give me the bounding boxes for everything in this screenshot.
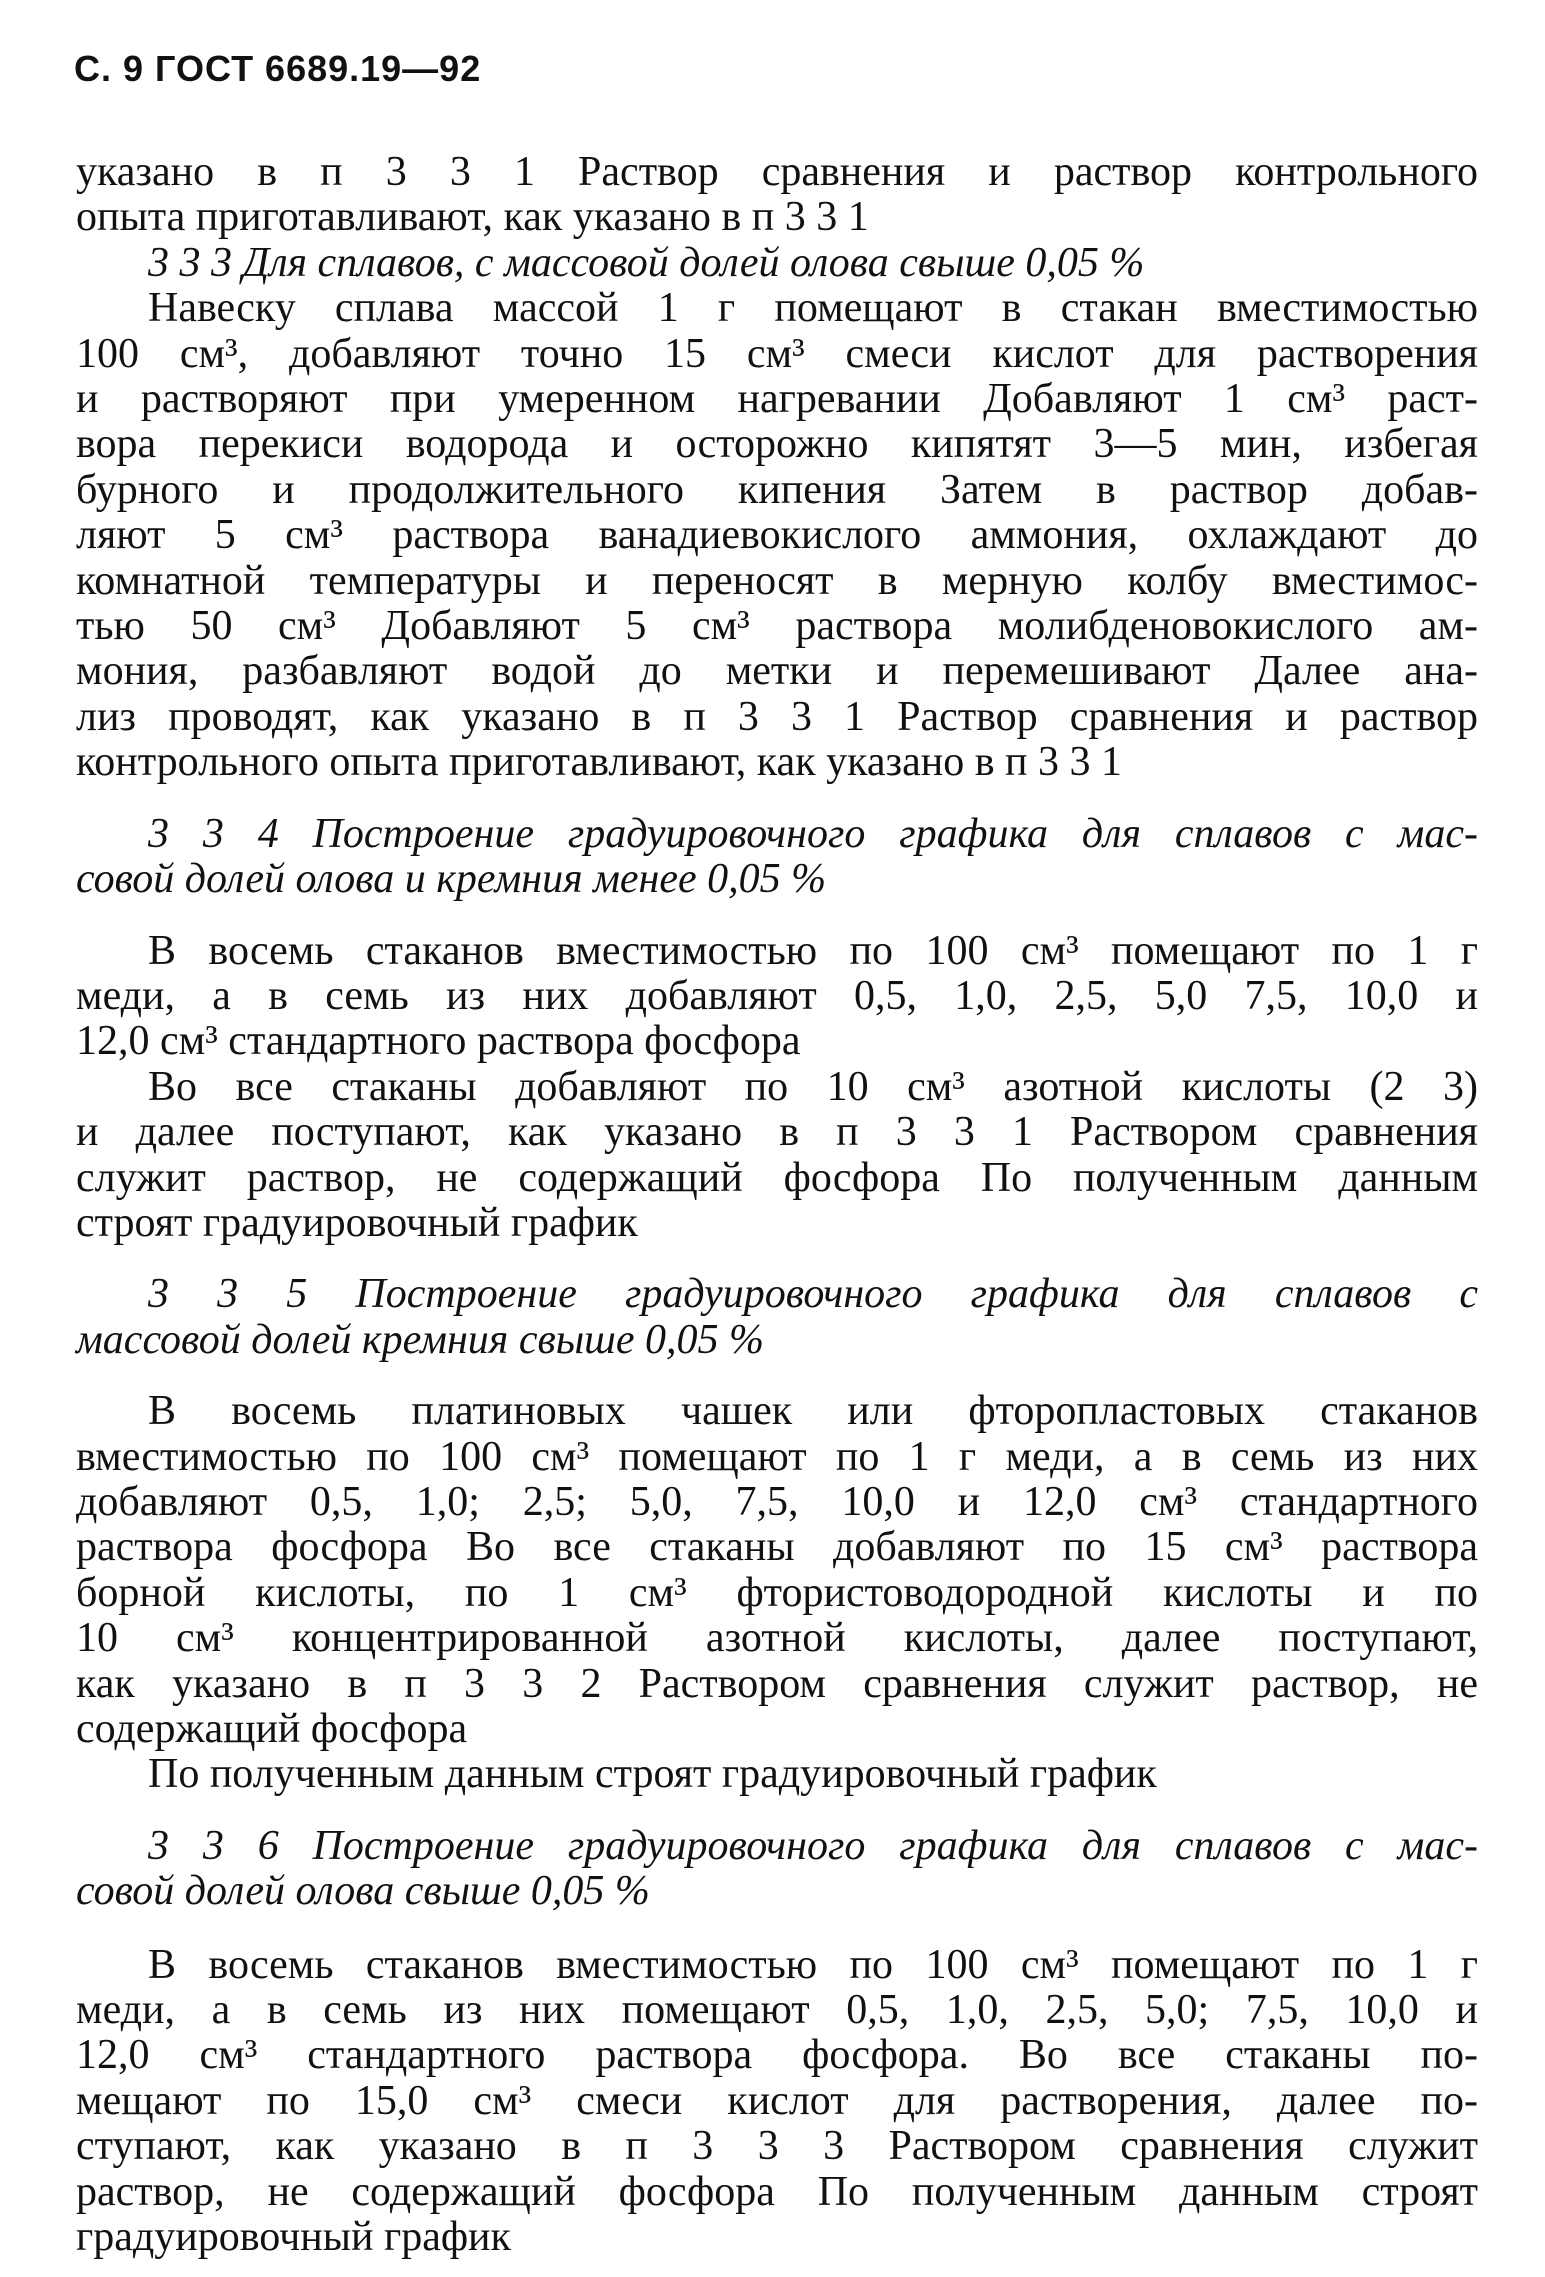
- text-line: мония, разбавляют водой до метки и перемешивают Далее ана-: [76, 648, 1478, 695]
- page-header: С. 9 ГОСТ 6689.19—92: [74, 48, 482, 89]
- paragraph: [76, 150, 1478, 241]
- section-heading: [76, 241, 1478, 286]
- text-line: раствора фосфора Во все стаканы добавляют по 15 см³ раствора: [76, 1524, 1478, 1571]
- paragraph: [76, 1389, 1478, 1752]
- text-line: меди, а в семь из них помещают 0,5, 1,0, 2,5, 5,0; 7,5, 10,0 и: [76, 1987, 1478, 2034]
- text-line: как указано в п 3 3 2 Раствором сравнения служит раствор, не: [76, 1660, 1478, 1707]
- section-heading: [76, 812, 1478, 903]
- document-body: [76, 150, 1478, 2260]
- text-line: В восемь стаканов вместимостью по 100 см³ помещают по 1 г: [148, 1941, 1478, 1988]
- text-line: вместимостью по 100 см³ помещают по 1 г меди, а в семь из них: [76, 1433, 1478, 1480]
- text-line: тью 50 см³ Добавляют 5 см³ раствора молибденовокислого ам-: [76, 603, 1478, 650]
- text-line: В восемь платиновых чашек или фторопластовых стаканов: [148, 1388, 1478, 1435]
- text-line: 12,0 см³ стандартного раствора фосфора. Во все стаканы по-: [76, 2032, 1478, 2079]
- text-line: 10 см³ концентрированной азотной кислоты, далее поступают,: [76, 1615, 1478, 1662]
- text-line: По полученным данным строят градуировочный график: [148, 1751, 1157, 1798]
- text-line: служит раствор, не содержащий фосфора По полученным данным: [76, 1154, 1478, 1201]
- text-line: контрольного опыта приготавливают, как указано в п 3 3 1: [76, 739, 1123, 786]
- text-line: 3 3 6 Построение градуировочного графика для сплавов с мас-: [148, 1822, 1478, 1869]
- text-line: ступают, как указано в п 3 3 3 Раствором сравнения служит: [76, 2123, 1478, 2170]
- text-line: и далее поступают, как указано в п 3 3 1 Раствором сравнения: [76, 1109, 1478, 1156]
- text-line: 12,0 см³ стандартного раствора фосфора: [76, 1018, 801, 1065]
- paragraph: [76, 286, 1478, 785]
- text-line: содержащий фосфора: [76, 1706, 468, 1752]
- text-line: борной кислоты, по 1 см³ фтористоводородной кислоты и по: [76, 1569, 1478, 1616]
- paragraph: [76, 929, 1478, 1065]
- text-line: лиз проводят, как указано в п 3 3 1 Раствор сравнения и раствор: [76, 693, 1478, 740]
- text-line: опыта приготавливают, как указано в п 3 3 1: [76, 194, 869, 241]
- text-line: совой долей олова и кремния менее 0,05 %: [76, 856, 827, 903]
- text-line: мещают по 15,0 см³ смеси кислот для растворения, далее по-: [76, 2077, 1478, 2124]
- text-line: Навеску сплава массой 1 г помещают в стакан вместимостью: [148, 285, 1478, 332]
- text-line: ляют 5 см³ раствора ванадиевокислого аммония, охлаждают до: [76, 512, 1478, 559]
- text-line: 3 3 5 Построение градуировочного графика для сплавов с: [148, 1271, 1478, 1318]
- text-line: 100 см³, добавляют точно 15 см³ смеси кислот для растворения: [76, 330, 1478, 377]
- text-line: бурного и продолжительного кипения Затем в раствор добав-: [76, 466, 1478, 513]
- section-heading: [76, 1824, 1478, 1915]
- text-line: массовой долей кремния свыше 0,05 %: [76, 1316, 764, 1363]
- paragraph: [76, 1752, 1478, 1797]
- text-line: 3 3 3 Для сплавов, с массовой долей олова свыше 0,05 %: [148, 239, 1145, 286]
- text-line: градуировочный график: [76, 2214, 511, 2261]
- text-line: и растворяют при умеренном нагревании Добавляют 1 см³ раст-: [76, 376, 1478, 423]
- paragraph: [76, 1065, 1478, 1247]
- text-line: Во все стаканы добавляют по 10 см³ азотной кислоты (2 3): [148, 1063, 1478, 1110]
- text-line: меди, а в семь из них добавляют 0,5, 1,0, 2,5, 5,0 7,5, 10,0 и: [76, 972, 1478, 1019]
- text-line: 3 3 4 Построение градуировочного графика для сплавов с мас-: [148, 810, 1478, 857]
- text-line: совой долей олова свыше 0,05 %: [76, 1868, 650, 1915]
- text-line: добавляют 0,5, 1,0; 2,5; 5,0, 7,5, 10,0 и 12,0 см³ стандартного: [76, 1478, 1478, 1525]
- text-line: указано в п 3 3 1 Раствор сравнения и раствор контрольного: [76, 149, 1478, 195]
- text-line: В восемь стаканов вместимостью по 100 см³ помещают по 1 г: [148, 927, 1478, 974]
- text-line: раствор, не содержащий фосфора По полученным данным строят: [76, 2168, 1478, 2215]
- text-line: вора перекиси водорода и осторожно кипятят 3—5 мин, избегая: [76, 421, 1478, 468]
- text-line: комнатной температуры и переносят в мерную колбу вместимос-: [76, 557, 1478, 604]
- text-line: строят градуировочный график: [76, 1199, 638, 1246]
- section-heading: [76, 1272, 1478, 1363]
- paragraph: [76, 1943, 1478, 2261]
